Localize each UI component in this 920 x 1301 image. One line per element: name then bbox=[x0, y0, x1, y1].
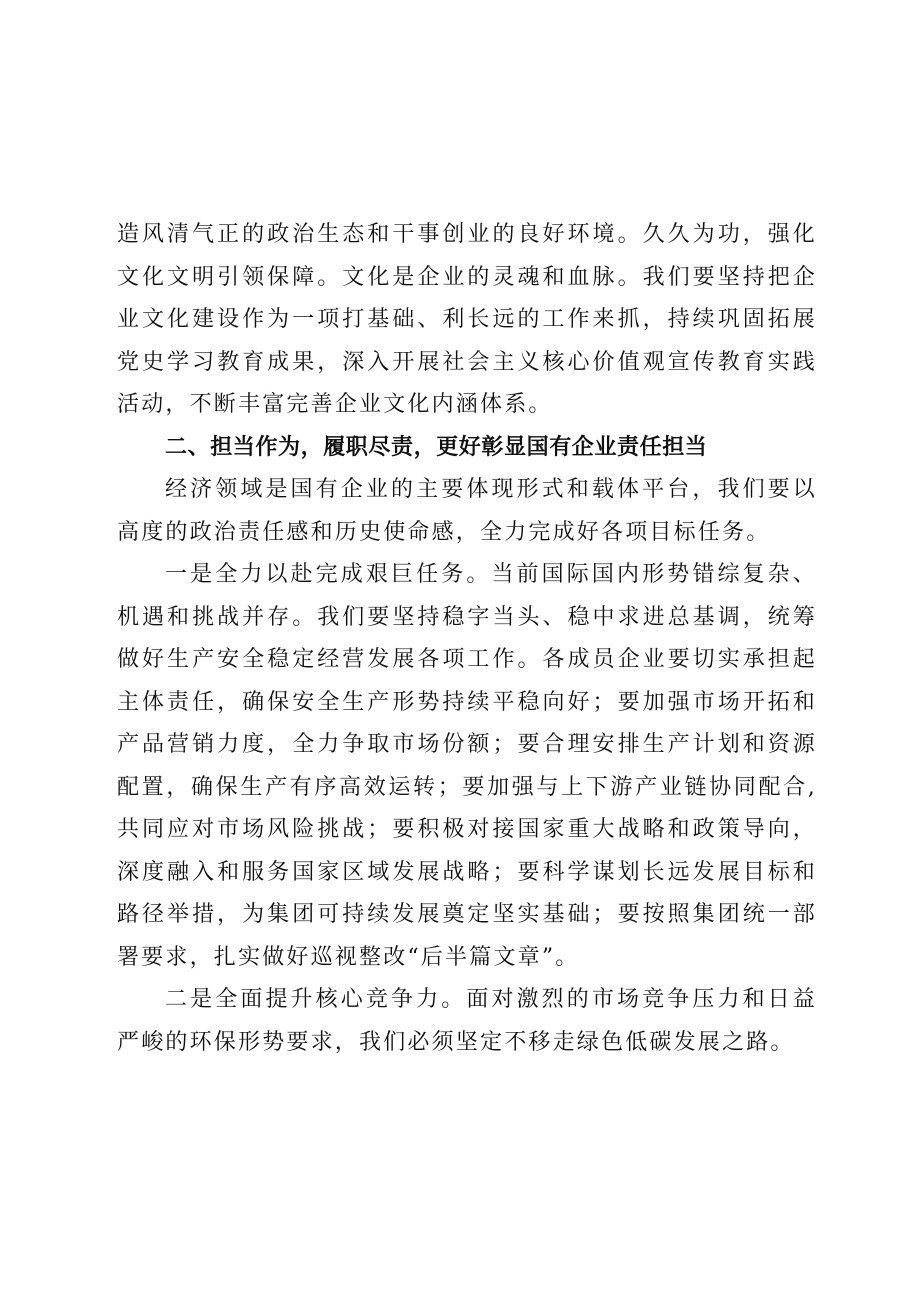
paragraph-point-one: 一是全力以赴完成艰巨任务。当前国际国内形势错综复杂、机遇和挑战并存。我们要坚持稳字当头、稳中求进总基调，统筹做好生产安全稳定经营发展各项工作。各成员企业要切实承担起主体责任，确保安全生产形势持续平稳向好；要加强市场开拓和产品营销力度，全力争取市场份额；要合理安排生产计划和资源配置，确保生产有序高效运转；要加强与上下游产业链协同配合,共同应对市场风险挑战；要积极对接国家重大战略和政策导向，深度融入和服务国家区域发展战略；要科学谋划长远发展目标和路径举措，为集团可持续发展奠定坚实基础；要按照集团统一部署要求，扎实做好巡视整改“后半篇文章”。 bbox=[117, 562, 817, 970]
paragraph-continuation: 造风清气正的政治生态和干事创业的良好环境。久久为功，强化文化文明引领保障。文化是企业的灵魂和血脉。我们要坚持把企业文化建设作为一项打基础、利长远的工作来抓，持续巩固拓展党史学习教育成果，深入开展社会主义核心价值观宣传教育实践活动，不断丰富完善企业文化内涵体系。 bbox=[117, 222, 817, 417]
paragraph-intro: 经济领域是国有企业的主要体现形式和载体平台，我们要以高度的政治责任感和历史使命感，全力完成好各项目标任务。 bbox=[117, 477, 817, 545]
section-heading: 二、担当作为，履职尽责，更好彰显国有企业责任担当 bbox=[165, 434, 708, 460]
document-body bbox=[117, 214, 817, 1064]
paragraph-point-two: 二是全面提升核心竞争力。面对激烈的市场竞争压力和日益严峻的环保形势要求，我们必须坚定不移走绿色低碳发展之路。 bbox=[117, 987, 817, 1055]
